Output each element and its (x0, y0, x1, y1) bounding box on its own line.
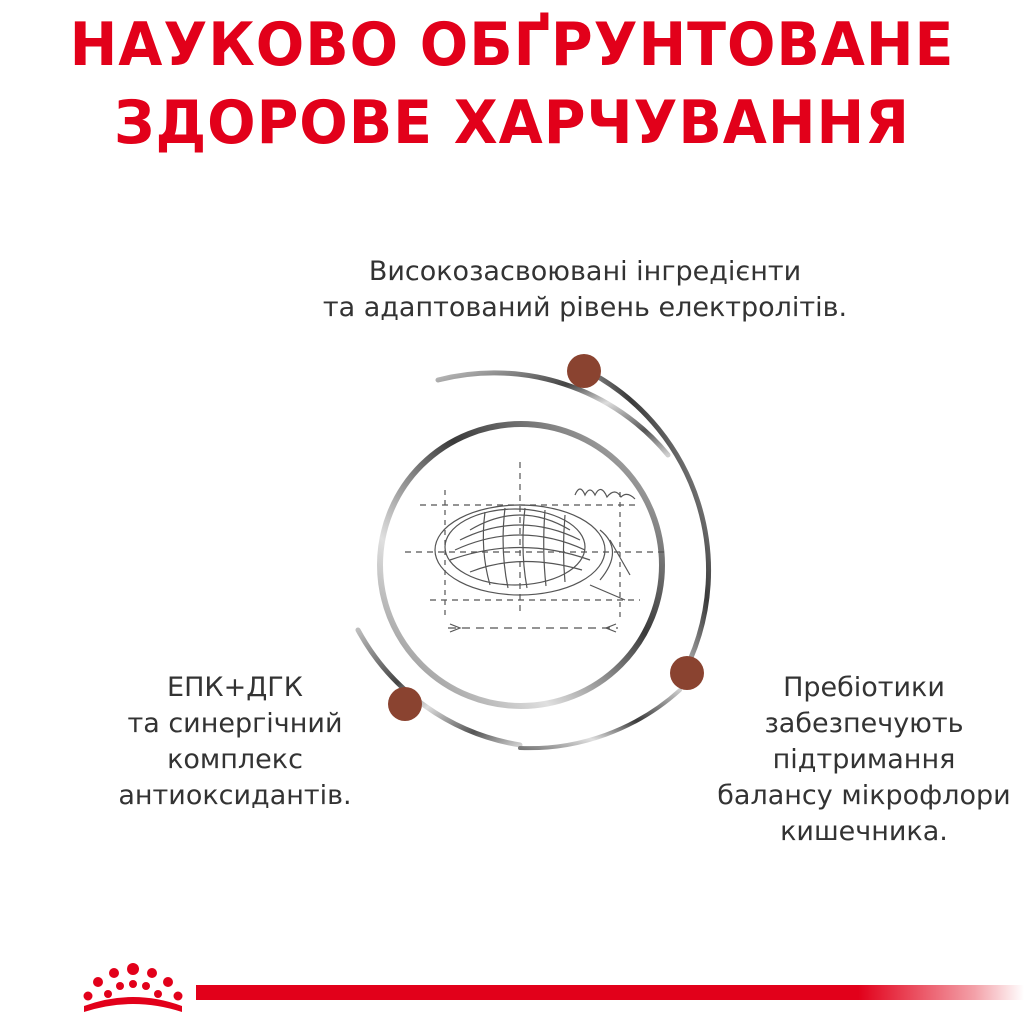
benefit-left-line-4: антиоксидантів. (118, 780, 352, 811)
title-line-1: НАУКОВО ОБҐРУНТОВАНЕ (69, 10, 955, 80)
benefit-right-line-2: забезпечують (764, 708, 964, 739)
kibble-sketch-icon (405, 462, 665, 632)
benefit-dot-left (388, 687, 422, 721)
benefit-right-line-1: Пребіотики (783, 672, 945, 703)
benefit-top-line-2: та адаптований рівень електролітів. (322, 292, 848, 323)
royal-crown-logo-icon (78, 960, 188, 1018)
benefit-dot-top (567, 354, 601, 388)
footer-red-line (196, 985, 1024, 1000)
benefit-left-line-2: та синергічний (127, 708, 343, 739)
outer-ring-arc-left (358, 630, 520, 745)
benefit-right-line-4: балансу мікрофлори (717, 780, 1011, 811)
benefit-right-line-5: кишечника. (780, 816, 948, 847)
title-line-2: ЗДОРОВЕ ХАРЧУВАННЯ (114, 88, 910, 158)
benefit-dot-right (670, 656, 704, 690)
benefit-left-line-3: комплекс (167, 744, 303, 775)
outer-ring-arc-top (438, 373, 668, 455)
benefit-left-line-1: ЕПК+ДГК (167, 672, 303, 703)
benefit-right-line-3: підтримання (772, 744, 956, 775)
benefit-top-line-1: Високозасвоювані інгредієнти (368, 256, 802, 287)
outer-ring-arc-bottom (520, 690, 680, 748)
